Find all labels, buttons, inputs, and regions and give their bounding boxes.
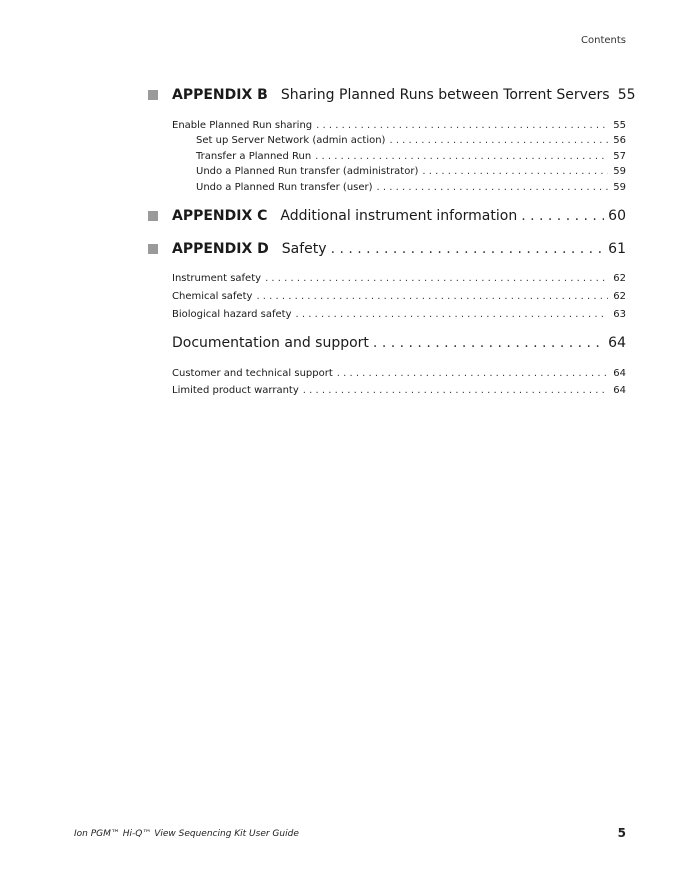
page-number: 62 [613, 273, 626, 284]
page-number: 55 [617, 87, 636, 103]
dot-leader [331, 241, 604, 257]
toc-appendix-d[interactable] [172, 241, 626, 257]
page-number: 61 [608, 241, 626, 257]
dot-leader [337, 368, 608, 379]
toc-entry[interactable] [172, 273, 626, 284]
toc-subentry[interactable] [196, 135, 626, 146]
toc-entry[interactable] [172, 120, 626, 131]
toc-entry[interactable] [172, 309, 626, 320]
appendix-label: APPENDIX C [172, 208, 268, 224]
dot-leader [521, 208, 604, 224]
toc-subentry[interactable] [196, 166, 626, 177]
page-number: 59 [613, 166, 626, 177]
page-number: 56 [613, 135, 626, 146]
dot-leader [296, 309, 608, 320]
page-number: 57 [613, 151, 626, 162]
square-bullet-icon [148, 244, 158, 254]
page-number: 59 [613, 182, 626, 193]
footer-page-number: 5 [617, 826, 626, 840]
entry-title: Set up Server Network (admin action) [196, 135, 386, 146]
page-number: 64 [613, 385, 626, 396]
entry-title: Undo a Planned Run transfer (user) [196, 182, 373, 193]
toc-entry[interactable] [172, 385, 626, 396]
dot-leader [316, 120, 608, 131]
appendix-title: Sharing Planned Runs between Torrent Servers [280, 87, 610, 103]
entry-title: Customer and technical support [172, 368, 333, 379]
appendix-title: Safety [281, 241, 327, 257]
page-number: 60 [608, 208, 626, 224]
dot-leader [377, 182, 608, 193]
page-header: Contents [581, 35, 626, 46]
page-number: 64 [613, 368, 626, 379]
dot-leader [389, 135, 608, 146]
entry-title: Biological hazard safety [172, 309, 292, 320]
toc-appendix-c[interactable] [172, 208, 626, 224]
toc-subentry[interactable] [196, 182, 626, 193]
toc-subentry[interactable] [196, 151, 626, 162]
entry-title: Transfer a Planned Run [196, 151, 312, 162]
toc-entry[interactable] [172, 291, 626, 302]
page-number: 64 [608, 335, 626, 351]
dot-leader [373, 335, 604, 351]
page-number: 62 [613, 291, 626, 302]
entry-title: Enable Planned Run sharing [172, 120, 313, 131]
entry-title: Limited product warranty [172, 385, 299, 396]
footer-document-title: Ion PGM™ Hi-Q™ View Sequencing Kit User Guide [74, 829, 299, 839]
entry-title: Chemical safety [172, 291, 253, 302]
section-title: Documentation and support [172, 335, 369, 351]
dot-leader [265, 273, 608, 284]
appendix-title: Additional instrument information [280, 208, 518, 224]
appendix-label: APPENDIX D [172, 241, 269, 257]
appendix-label: APPENDIX B [172, 87, 268, 103]
square-bullet-icon [148, 90, 158, 100]
dot-leader [422, 166, 608, 177]
entry-title: Undo a Planned Run transfer (administrator) [196, 166, 419, 177]
toc-documentation[interactable] [172, 335, 626, 351]
entry-title: Instrument safety [172, 273, 262, 284]
page-number: 63 [613, 309, 626, 320]
toc-entry[interactable] [172, 368, 626, 379]
square-bullet-icon [148, 211, 158, 221]
dot-leader [315, 151, 608, 162]
dot-leader [303, 385, 608, 396]
toc-appendix-b[interactable] [172, 87, 636, 103]
page-number: 55 [613, 120, 626, 131]
dot-leader [256, 291, 608, 302]
